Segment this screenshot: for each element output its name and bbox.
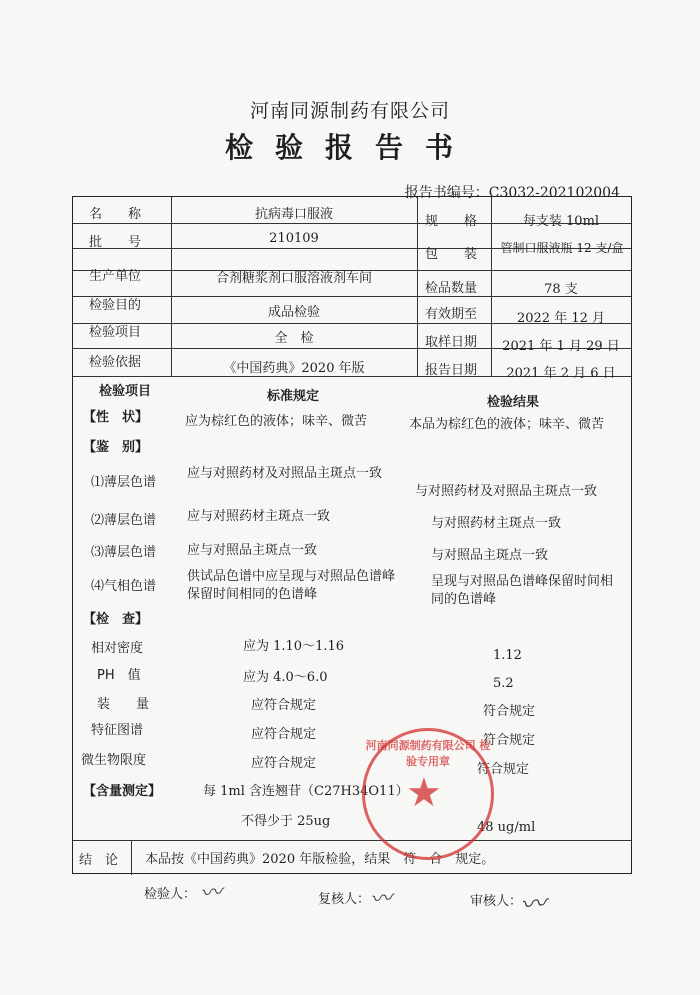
ident-3-label: ⑶薄层色谱 [91,545,157,560]
purpose-value: 成品检验 [267,305,320,320]
sample-date-label: 取样日期 [425,335,478,350]
ph-standard: 应为 4.0～6.0 [243,670,328,685]
ident-4-standard: 供试品色谱中应呈现与对照品色谱峰保留时间相同的色谱峰 [187,569,396,602]
pack-label: 包 装 [425,247,478,262]
inspector-signature: 〰 [198,879,224,908]
spec-label: 规 格 [425,214,478,229]
batch-value: 210109 [269,231,319,246]
header-item: 检验项目 [99,384,152,399]
ident-2-label: ⑵薄层色谱 [91,513,157,528]
assay-standard-2: 不得少于 25ug [241,814,331,829]
fill-standard: 应符合规定 [251,698,317,713]
expiry-label: 有效期至 [425,307,478,322]
density-standard: 应为 1.10～1.16 [243,639,345,654]
ident-2-result: 与对照药材主斑点一致 [431,516,562,531]
ident-1-result: 与对照药材及对照品主斑点一致 [415,484,598,499]
maker-value: 合剂糖浆剂口服溶液剂车间 [215,271,372,286]
item-value: 全 检 [274,331,314,346]
header-standard: 标准规定 [267,389,320,404]
fingerprint-standard: 应符合规定 [251,727,317,742]
name-label: 名 称 [89,207,142,222]
header-result: 检验结果 [487,395,540,410]
microbe-result: 符合规定 [477,762,530,777]
item-label: 检验项目 [89,325,142,340]
reviewer-signature: 〰 [368,885,394,914]
section-appearance: 【性 状】 [83,410,149,425]
ph-label: PH 值 [97,668,141,683]
basis-label: 检验依据 [89,355,142,370]
document-title: 检验报告书 [224,131,475,164]
microbe-standard: 应符合规定 [251,756,317,771]
reviewer-label: 复核人： [318,892,371,907]
conclusion-text: 本品按《中国药典》2020 年版检验，结果 符 合 规定。 [145,852,495,867]
ident-4-result: 呈现与对照品色谱峰保留时间相同的色谱峰 [431,574,614,607]
density-label: 相对密度 [91,641,144,656]
section-inspection: 【检 查】 [83,612,149,627]
company-name: 河南同源制药有限公司 [249,100,450,122]
ph-result: 5.2 [493,676,514,691]
purpose-label: 检验目的 [89,298,142,313]
report-date-value: 2021 年 2 月 6 日 [506,366,616,381]
approver-label: 审核人： [470,894,523,909]
report-number-value: C3032-202102004 [488,185,620,201]
ident-1-label: ⑴薄层色谱 [91,475,157,490]
batch-label: 批 号 [89,235,142,250]
ident-2-standard: 应与对照药材主斑点一致 [187,509,331,524]
maker-label: 生产单位 [89,269,142,284]
section-identification: 【鉴 别】 [83,440,149,455]
fingerprint-label: 特征图谱 [91,723,144,738]
conclusion-label: 结 论 [79,853,119,868]
density-result: 1.12 [493,648,522,663]
ident-3-standard: 应与对照品主斑点一致 [187,543,318,558]
report-table [72,196,632,874]
report-number-label: 报告书编号： [404,185,489,201]
fill-label: 装 量 [97,697,150,712]
section-assay: 【含量测定】 [83,784,162,799]
approver-signature: 〰 [518,888,548,922]
appearance-standard: 应为棕红色的液体；味辛、微苦 [185,414,368,429]
sample-date-value: 2021 年 1 月 29 日 [502,339,620,354]
spec-value: 每支装 10ml [522,214,600,229]
pack-value: 管制口服液瓶 12 支/盒 [500,241,624,255]
appearance-result: 本品为棕红色的液体；味辛、微苦 [409,417,605,432]
ident-4-label: ⑷气相色谱 [91,579,157,594]
qty-value: 78 支 [544,282,578,297]
expiry-value: 2022 年 12 月 [516,311,606,326]
qty-label: 检品数量 [425,281,478,296]
fill-result: 符合规定 [483,704,536,719]
seal-star-icon: ★ [406,770,442,816]
fingerprint-result: 符合规定 [483,733,536,748]
assay-result: 48 ug/ml [477,820,536,835]
assay-standard-1: 每 1ml 含连翘苷（C27H34O11） [203,784,409,799]
microbe-label: 微生物限度 [81,753,147,768]
ident-1-standard: 应与对照药材及对照品主斑点一致 [187,466,383,481]
seal-text: 河南同源制药有限公司 检验专用章 [365,739,491,768]
product-name: 抗病毒口服液 [254,207,333,222]
report-date-label: 报告日期 [425,363,478,378]
inspector-label: 检验人： [144,887,197,902]
basis-value: 《中国药典》2020 年版 [223,361,365,376]
ident-3-result: 与对照品主斑点一致 [431,548,549,563]
official-seal [362,728,494,860]
